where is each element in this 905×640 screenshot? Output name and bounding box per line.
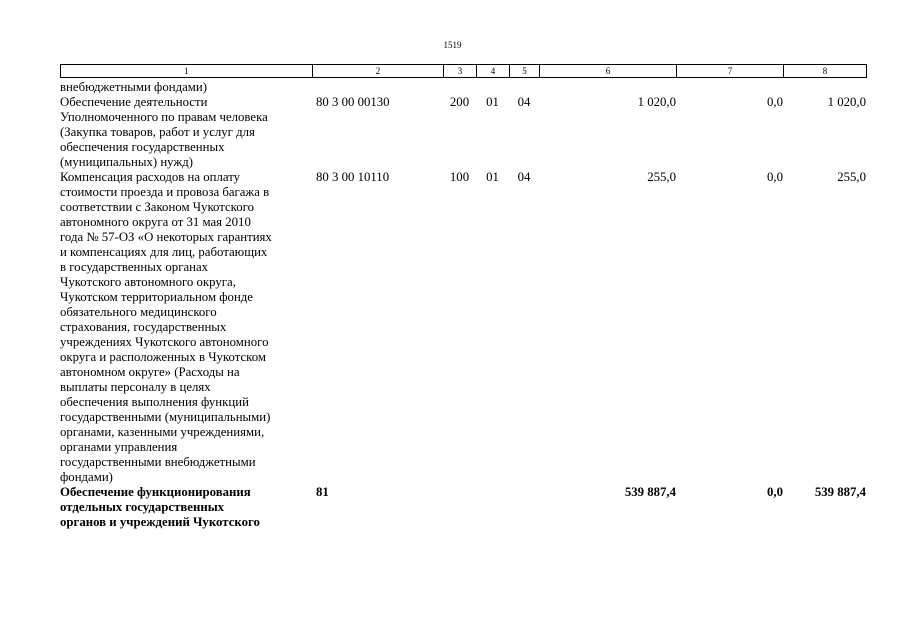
row-description: внебюджетными фондами) [60, 80, 207, 94]
row-sum-1 [539, 80, 676, 95]
row-code: 80 3 00 00130 [316, 95, 390, 109]
row-description: Обеспечение функционирования отдельных государственных органов и учреждений Чукотского [60, 485, 260, 529]
row-code: 80 3 00 10110 [316, 170, 390, 184]
row-sum-1: 539 887,4 [624, 485, 676, 499]
budget-table [60, 80, 866, 530]
header-col-6: 6 [540, 65, 677, 78]
row-pr: 04 [517, 95, 531, 109]
header-col-5: 5 [510, 65, 540, 78]
row-sum-3: 539 887,4 [814, 485, 866, 499]
row-sum-3: 1 020,0 [827, 95, 866, 109]
row-vr: 100 [449, 170, 470, 184]
header-col-2: 2 [313, 65, 444, 78]
row-sum-3: 255,0 [837, 170, 866, 184]
table-row [60, 95, 866, 170]
row-code [312, 80, 443, 95]
row-pr [509, 485, 539, 530]
header-col-4: 4 [477, 65, 510, 78]
row-vr [443, 80, 476, 95]
row-rz: 01 [486, 170, 499, 184]
table-row [60, 170, 866, 485]
row-description: Компенсация расходов на оплату стоимости проезда и провоза багажа в соответствии с Законом Чукотского автономного округа от 31 мая 2010 года № 57-ОЗ «О некоторых гарантиях и компенсациях для лиц, работающих в государственных органах Чукотского автономного округа, Чукотском территориальном фонде обязательного медицинского страхования, государственных учреждениях Чукотского автономного округа и расположенных в Чукотском автономном округе» (Расходы на выплаты персоналу в целях обеспечения выполнения функций государственными (муниципальными) органами, казенными учреждениями, органами управления государственными внебюджетными фондами) [60, 170, 272, 484]
row-rz: 01 [486, 95, 499, 109]
row-code: 81 [316, 485, 329, 499]
column-number-header [60, 64, 867, 78]
row-description: Обеспечение деятельности Уполномоченного по правам человека (Закупка товаров, работ и услуг для обеспечения государственных (муниципальных) нужд) [60, 95, 268, 169]
row-rz [476, 80, 509, 95]
row-rz [476, 485, 509, 530]
row-sum-2: 0,0 [767, 485, 783, 499]
header-col-3: 3 [444, 65, 477, 78]
table-row-section-total [60, 485, 866, 530]
row-pr [509, 80, 539, 95]
row-sum-1: 255,0 [647, 170, 676, 184]
row-sum-2: 0,0 [767, 170, 783, 184]
row-vr [443, 485, 476, 530]
row-sum-1: 1 020,0 [637, 95, 676, 109]
row-sum-3 [783, 80, 866, 95]
table-row [60, 80, 866, 95]
header-col-7: 7 [677, 65, 784, 78]
page-number: 1519 [443, 40, 462, 50]
row-pr: 04 [517, 170, 531, 184]
header-col-1: 1 [61, 65, 313, 78]
row-vr: 200 [449, 95, 470, 109]
header-col-8: 8 [784, 65, 867, 78]
row-sum-2 [676, 80, 783, 95]
row-sum-2: 0,0 [767, 95, 783, 109]
